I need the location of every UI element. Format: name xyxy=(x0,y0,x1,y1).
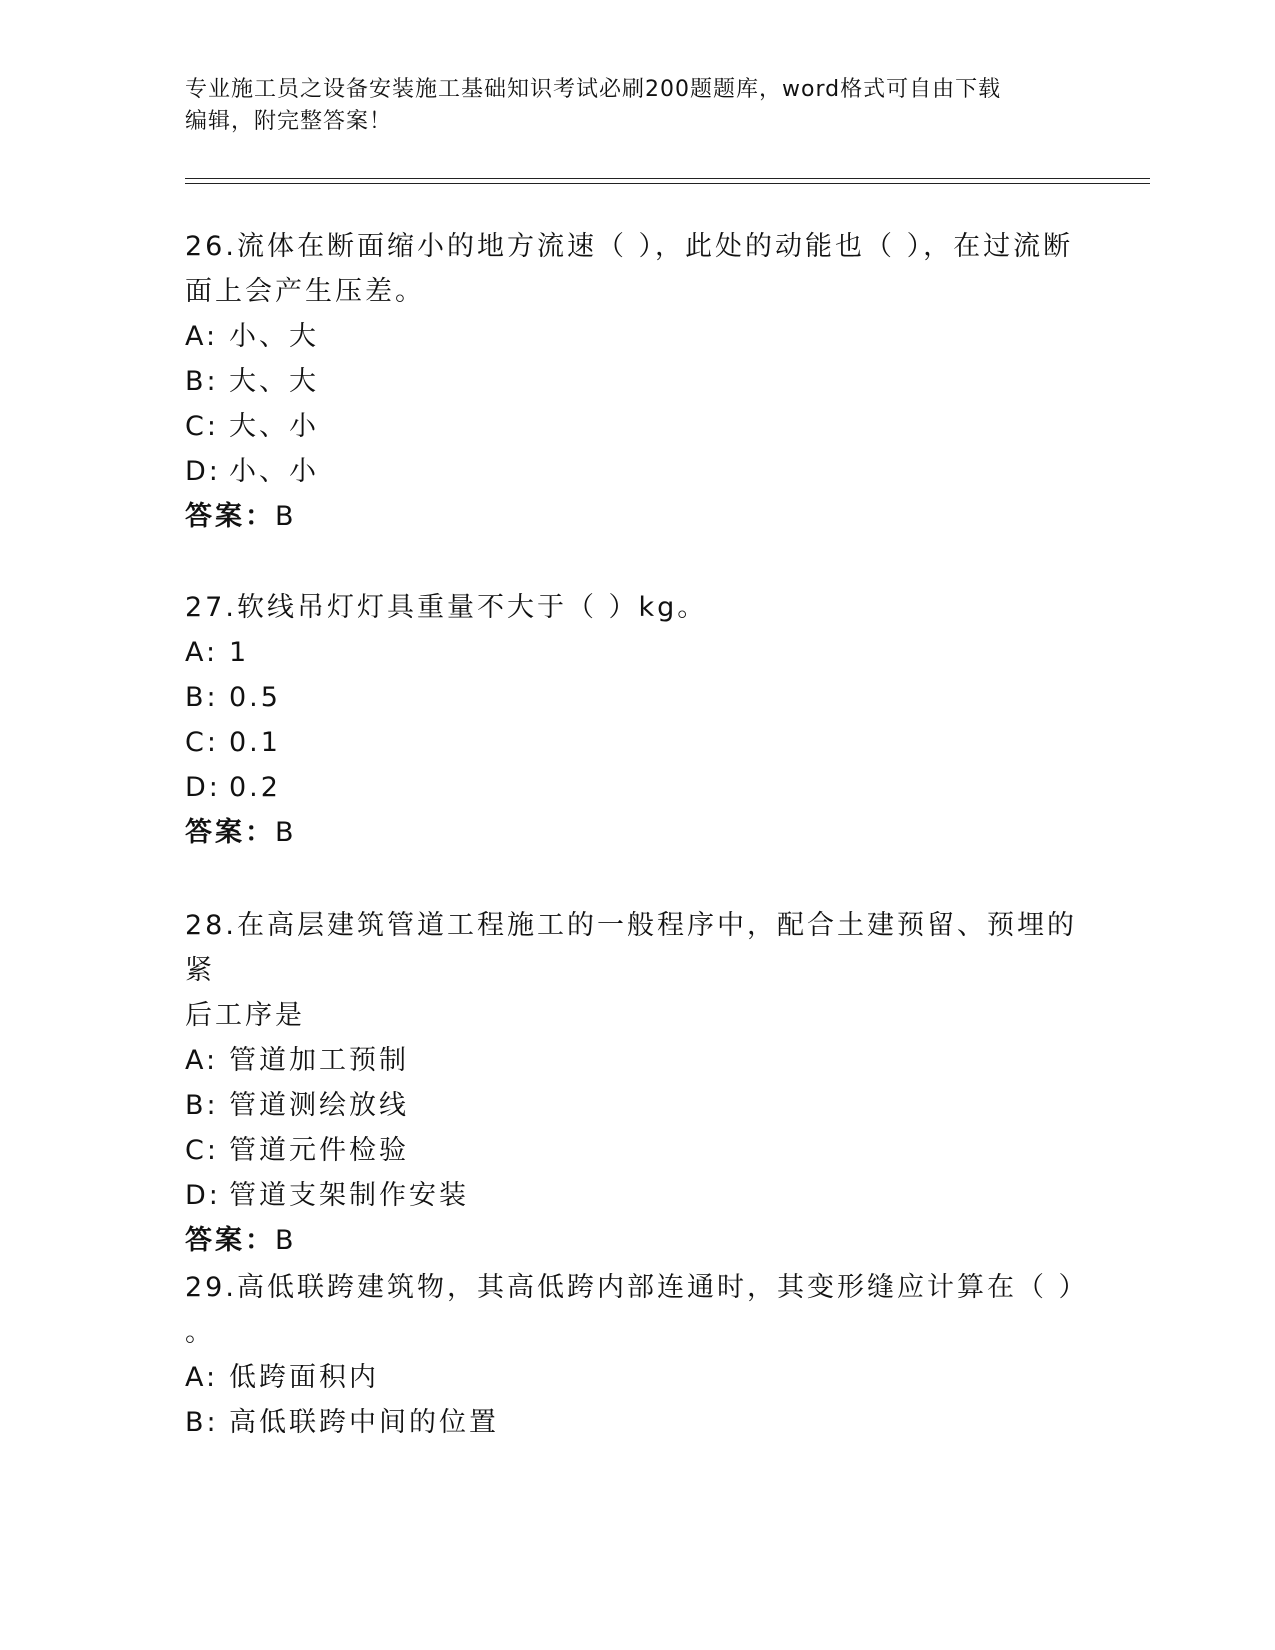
answer-label: 答案： xyxy=(185,817,275,848)
answer-label: 答案： xyxy=(185,1225,275,1256)
question-29 xyxy=(185,1265,1089,1445)
option-letter: D: xyxy=(185,772,221,803)
option-text: 0.2 xyxy=(229,772,281,803)
option-letter: B: xyxy=(185,1407,219,1438)
answer-value: B xyxy=(275,501,297,532)
option-b xyxy=(185,675,1085,720)
question-26 xyxy=(185,224,1085,539)
option-b xyxy=(185,1083,1085,1128)
option-letter: D: xyxy=(185,456,221,487)
option-c xyxy=(185,720,1085,765)
question-stem-line: 27.软线吊灯灯具重量不大于（ ）kg。 xyxy=(185,592,708,623)
option-b xyxy=(185,1400,1085,1445)
header-divider-top xyxy=(185,178,1150,179)
option-text: 管道测绘放线 xyxy=(229,1090,409,1121)
option-c xyxy=(185,1128,1085,1173)
option-letter: D: xyxy=(185,1180,221,1211)
question-28 xyxy=(185,903,1085,1263)
option-d xyxy=(185,1173,1085,1218)
option-letter: C: xyxy=(185,1135,219,1166)
option-c xyxy=(185,404,1085,449)
answer xyxy=(185,494,1085,539)
option-text: 0.1 xyxy=(229,727,281,758)
option-text: 大、大 xyxy=(229,366,319,397)
option-letter: A: xyxy=(185,1362,219,1393)
document-header xyxy=(185,74,1085,138)
header-line-1: 专业施工员之设备安装施工基础知识考试必刷200题题库，word格式可自由下载 xyxy=(185,77,1002,102)
question-27 xyxy=(185,585,1085,855)
answer xyxy=(185,1218,1085,1263)
option-a xyxy=(185,1355,1085,1400)
option-a xyxy=(185,630,1085,675)
option-text: 大、小 xyxy=(229,411,319,442)
option-text: 管道支架制作安装 xyxy=(229,1180,469,1211)
option-text: 低跨面积内 xyxy=(229,1362,379,1393)
question-stem-line: 。 xyxy=(185,1317,215,1348)
question-stem-line: 面上会产生压差。 xyxy=(185,276,425,307)
option-letter: C: xyxy=(185,411,219,442)
option-text: 小、小 xyxy=(229,456,319,487)
option-letter: A: xyxy=(185,321,219,352)
answer xyxy=(185,810,1085,855)
option-text: 0.5 xyxy=(229,682,281,713)
option-letter: B: xyxy=(185,682,219,713)
option-a xyxy=(185,1038,1085,1083)
answer-value: B xyxy=(275,817,297,848)
option-b xyxy=(185,359,1085,404)
option-d xyxy=(185,449,1085,494)
answer-value: B xyxy=(275,1225,297,1256)
option-text: 管道元件检验 xyxy=(229,1135,409,1166)
option-a xyxy=(185,314,1085,359)
option-text: 1 xyxy=(229,637,250,668)
question-stem-line: 28.在高层建筑管道工程施工的一般程序中，配合土建预留、预埋的紧 xyxy=(185,910,1077,986)
option-letter: B: xyxy=(185,366,219,397)
option-letter: B: xyxy=(185,1090,219,1121)
header-divider-bottom xyxy=(185,183,1150,184)
option-letter: A: xyxy=(185,1045,219,1076)
option-d xyxy=(185,765,1085,810)
question-stem-line: 29.高低联跨建筑物，其高低跨内部连通时，其变形缝应计算在（ ） xyxy=(185,1272,1089,1303)
question-stem-line: 26.流体在断面缩小的地方流速（ ），此处的动能也（ ），在过流断 xyxy=(185,231,1074,262)
option-text: 高低联跨中间的位置 xyxy=(229,1407,499,1438)
answer-label: 答案： xyxy=(185,501,275,532)
option-text: 小、大 xyxy=(229,321,319,352)
option-letter: C: xyxy=(185,727,219,758)
option-letter: A: xyxy=(185,637,219,668)
question-stem-line: 后工序是 xyxy=(185,1000,305,1031)
option-text: 管道加工预制 xyxy=(229,1045,409,1076)
header-line-2: 编辑，附完整答案！ xyxy=(185,109,393,134)
